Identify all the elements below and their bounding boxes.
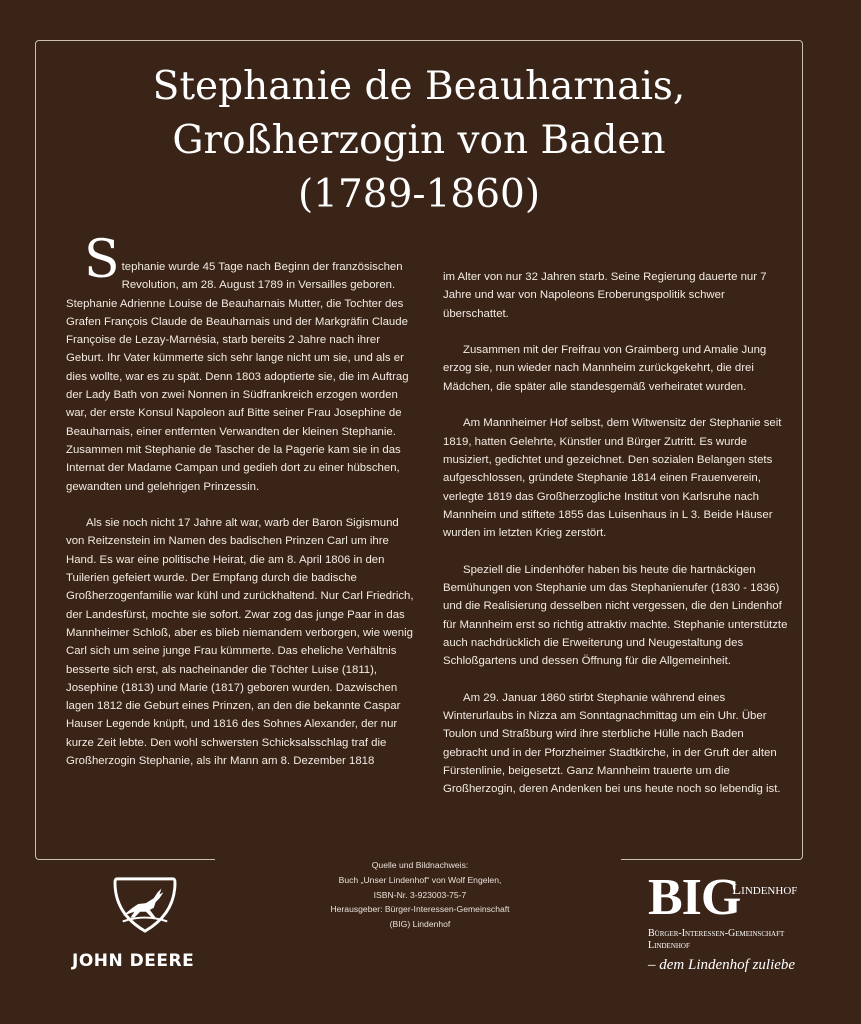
- big-lindenhof-label: Lindenhof: [732, 882, 798, 898]
- source-line-5: (BIG) Lindenhof: [389, 919, 451, 930]
- paragraph-2: Als sie noch nicht 17 Jahre alt war, warb der Baron Sigismund von Reitzenstein im Namen des badischen Prinzen Carl um ihre Hand. Es war eine politische Heirat, die am 8. April 1806 in den Tuilerien gefeiert wurde. Der Empfang durch die badische Großherzogenfamilie war kühl und zurückhaltend. Nur Carl Friedrich, der Landesfürst, mochte sie sofort. Zwar zog das junge Paar in das Mannheimer Schloß, aber es blieb niemandem verborgen, wie wenig Carl sich um seine junge Frau kümmerte. Das eheliche Verhältnis besserte sich erst, als nacheinander die Töchter Luise (1811), Josephine (1813) und Marie (1817) geboren wurden. Dazwischen lagen 1812 die Geburt eines Prinzen, an den die bekannte Caspar Hauser Legende knüpft, und 1816 des Sohnes Alexander, der nur kurze Zeit lebte. Den wohl schwersten Schicksalsschlag traf die Großherzogin Stephanie, als ihr Mann am 8. Dezember 1818: [66, 517, 414, 768]
- source-line-4: Herausgeber: Bürger-Interessen-Gemeinschaft: [330, 904, 510, 915]
- big-association-place: Lindenhof: [648, 940, 690, 951]
- right-column: [443, 268, 791, 817]
- source-line-1: Quelle und Bildnachweis:: [371, 860, 469, 870]
- deer-icon: [110, 875, 180, 935]
- paragraph-1-text: tephanie wurde 45 Tage nach Beginn der französischen Revolution, am 28. August 1789 in Versailles geboren. Stephanie Adrienne Louise de Beauharnais Mutter, die Tochter des Grafen François Claude de Beauharnais und der Markgräfin Claude Françoise de Lezay-Marnésia, starb bereits 2 Jahre nach ihrer Geburt. Ihr Vater kümmerte sich sehr lange nicht um sie, und als er dies wollte, war es zu spät. Denn 1803 adoptierte sie, die im Auftrag der Lady Bath von zwei Nonnen in Südfrankreich erzogen worden war, der erste Konsul Napoleon auf Bitte seiner Frau Josephine de Beauharnais, einer entfernten Verwandten der kleinen Stephanie. Zusammen mit Stephanie de Tascher de la Pagerie kam sie in das Internat der Madame Campan und gedieh dort zu einer hübschen, gewandten und gelehrigen Prinzessin.: [66, 261, 409, 493]
- big-association-name: Bürger-Interessen-Gemeinschaft: [648, 928, 785, 939]
- paragraph-5: Am Mannheimer Hof selbst, dem Witwensitz der Stephanie seit 1819, hatten Gelehrte, Künstler und Bürger Zutritt. Es wurde musiziert, gedichtet und gezeichnet. Den sozialen Belangen stets aufgeschlossen, gründete Stephanie 1814 einen Frauenverein, verlegte 1819 das Großherzogliche Institut von Karlsruhe nach Mannheim und stiftete 1855 das Luisenhaus in L 3. Beide Häuser wurden im letzten Krieg zerstört.: [443, 417, 782, 540]
- drop-cap: S: [84, 230, 120, 290]
- paragraph-3: im Alter von nur 32 Jahren starb. Seine Regierung dauerte nur 7 Jahre und war von Napoleons Eroberungspolitik schwer überschattet.: [443, 271, 767, 320]
- big-slogan: – dem Lindenhof zuliebe: [648, 957, 796, 973]
- title-line-3: (1789-1860): [297, 172, 541, 217]
- big-wordmark: BIG: [648, 869, 741, 926]
- paragraph-6: Speziell die Lindenhöfer haben bis heute die hartnäckigen Bemühungen von Stephanie um das Stephanienufer (1830 - 1836) und die Realisierung desselben nicht vergessen, die den Lindenhof für Mannheim erst so richtig attraktiv machte. Stephanie unterstützte auch nachdrücklich die Erweiterung und Neugestaltung des Schloßgartens und dessen Öffnung für die Allgemeinheit.: [443, 563, 788, 668]
- title-line-2: Großherzogin von Baden: [172, 118, 666, 163]
- source-line-2: Buch „Unser Lindenhof“ von Wolf Engelen,: [338, 874, 502, 885]
- title-line-1: Stephanie de Beauharnais,: [152, 64, 686, 109]
- paragraph-4: Zusammen mit der Freifrau von Graimberg und Amalie Jung erzog sie, nun wieder nach Mannheim zurückgekehrt, die drei Mädchen, die später alle standesgemäß verheiratet wurden.: [443, 344, 767, 393]
- source-line-3: ISBN-Nr. 3-923003-75-7: [373, 889, 467, 900]
- john-deere-wordmark: JOHN DEERE: [72, 951, 195, 971]
- paragraph-7: Am 29. Januar 1860 stirbt Stephanie während eines Winterurlaubs in Nizza am Sonntagnachmittag um ein Uhr. Über Toulon und Straßburg wird ihre sterbliche Hülle nach Baden gebracht und in der Pforzheimer Stadtkirche, in der Gruft der alten Fürstenlinie, beigesetzt. Ganz Mannheim trauerte um die Großherzogin, deren Andenken bei uns heute noch so lebendig ist.: [443, 691, 781, 796]
- page-title: [35, 60, 803, 222]
- left-column: [66, 232, 414, 789]
- paragraph-1: [66, 232, 414, 496]
- source-credits: [300, 858, 540, 932]
